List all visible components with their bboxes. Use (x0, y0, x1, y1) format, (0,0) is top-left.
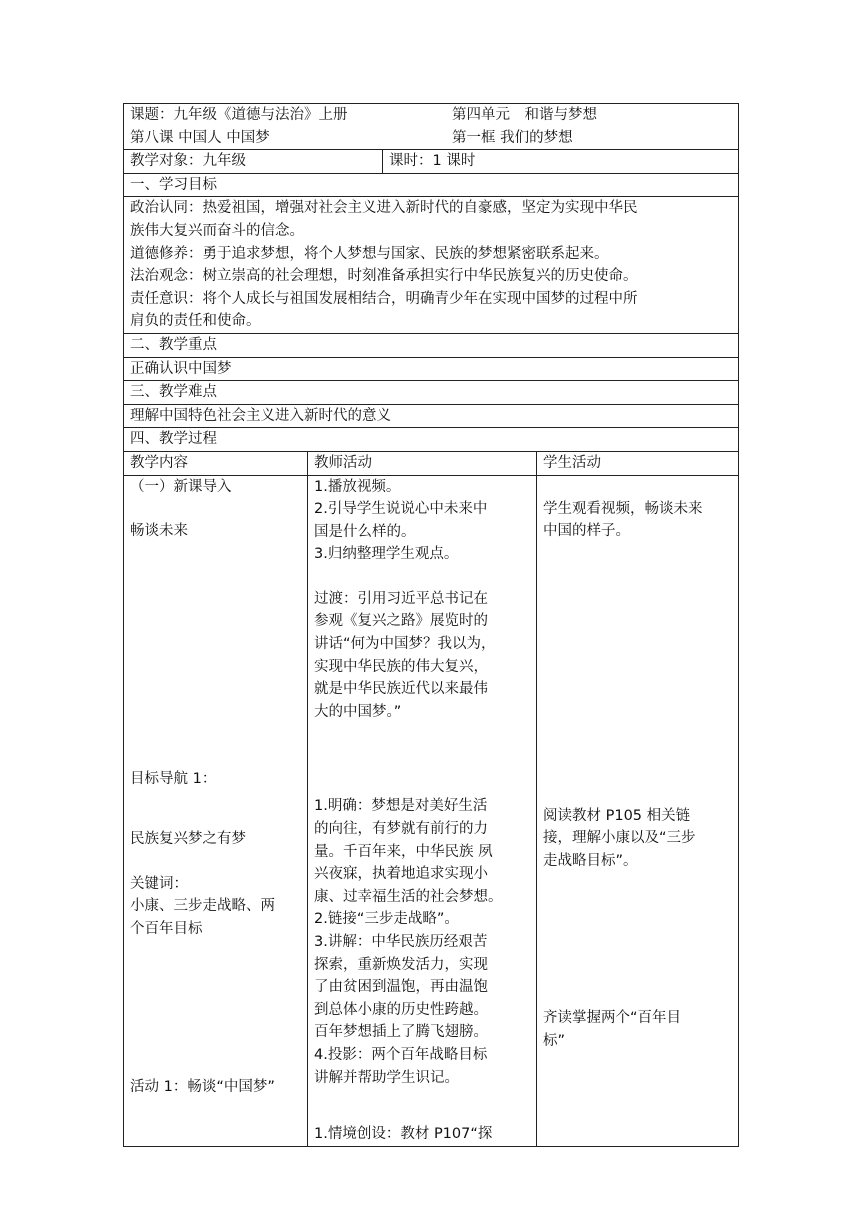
objective-line: 肩负的责任和使命。 (130, 313, 261, 330)
objectives-row (124, 197, 739, 334)
audience-row (124, 150, 739, 174)
objective-line: 政治认同：热爱祖国，增强对社会主义进入新时代的自豪感，坚定为实现中华民 (130, 200, 638, 217)
nav1-sub-label: 民族复兴梦之有梦 (130, 831, 246, 848)
section3-title: 三、教学难点 (124, 381, 739, 405)
intro-sub-label: 畅谈未来 (130, 523, 188, 540)
process-header-row (124, 451, 739, 475)
teacher-line: 探索，重新焕发活力，实现 (314, 956, 488, 973)
section1-title-row (124, 173, 739, 197)
teacher-line: 3.归纳整理学生观点。 (314, 546, 459, 563)
teacher-line: 1.情境创设：教材 P107“探 (314, 1126, 493, 1143)
lesson-plan-table (123, 103, 739, 1147)
teacher-line: 1.播放视频。 (314, 478, 401, 495)
intro-label: （一）新课导入 (130, 478, 232, 495)
objective-line: 责任意识：将个人成长与祖国发展相结合，明确青少年在实现中国梦的过程中所 (130, 290, 638, 307)
section1-title: 一、学习目标 (124, 173, 739, 197)
student-line: 标” (543, 1033, 566, 1050)
teacher-line: 康、过幸福生活的社会梦想。 (314, 888, 503, 905)
teacher-line: 2.链接“三步走战略”。 (314, 911, 459, 928)
lesson-label: 第八课 中国人 中国梦 (130, 129, 270, 146)
student-column (537, 475, 739, 1146)
teacher-line: 参观《复兴之路》展览时的 (314, 613, 488, 630)
activity1-label: 活动 1：畅谈“中国梦” (130, 1078, 275, 1095)
teacher-line: 3.讲解：中华民族历经艰苦 (314, 934, 488, 950)
teacher-line: 就是中华民族近代以来最伟 (314, 681, 488, 698)
teacher-line: 2.引导学生说说心中未来中 (314, 501, 488, 518)
section3-content-row (124, 404, 739, 428)
content-column (124, 475, 308, 1146)
teacher-line: 兴夜寐，执着地追求实现小 (314, 866, 488, 883)
frame-label: 第一框 我们的梦想 (452, 129, 573, 146)
column-header-content: 教学内容 (124, 451, 308, 475)
student-line: 齐读掌握两个“百年目 (543, 1010, 682, 1027)
teacher-line: 量。千百年来，中华民族 夙 (314, 843, 493, 860)
objective-line: 道德修养：勇于追求梦想，将个人梦想与国家、民族的梦想紧密联系起来。 (130, 245, 609, 262)
column-header-student: 学生活动 (537, 451, 739, 475)
objective-line: 族伟大复兴而奋斗的信念。 (130, 222, 304, 239)
teacher-line: 了由贫困到温饱，再由温饱 (314, 979, 488, 996)
student-line: 学生观看视频，畅谈未来 (543, 500, 703, 517)
audience-cell: 教学对象：九年级 (124, 150, 383, 174)
teacher-line: 4.投影：两个百年战略目标 (314, 1046, 488, 1063)
section4-title-row (124, 428, 739, 452)
teacher-line: 实现中华民族的伟大复兴， (314, 658, 488, 675)
teacher-column (308, 475, 537, 1146)
teacher-line: 大的中国梦。” (314, 703, 402, 720)
teacher-line: 过渡：引用习近平总书记在 (314, 590, 488, 607)
header-cell (124, 104, 739, 150)
keywords-label: 关键词： (130, 875, 188, 892)
section2-content-row (124, 357, 739, 381)
student-line: 中国的样子。 (543, 523, 630, 540)
process-body-row (124, 475, 739, 1146)
hours-cell: 课时：1 课时 (383, 150, 739, 174)
student-line: 走战略目标”。 (543, 852, 638, 869)
nav1-label: 目标导航 1： (130, 770, 217, 787)
column-header-teacher: 教师活动 (308, 451, 537, 475)
section2-content: 正确认识中国梦 (124, 357, 739, 381)
teacher-line: 讲话“何为中国梦？我以为， (314, 636, 496, 653)
unit-label: 第四单元 和谐与梦想 (452, 107, 597, 123)
student-line: 接，理解小康以及“三步 (543, 830, 696, 847)
keywords-line: 小康、三步走战略、两 (130, 898, 275, 915)
objective-line: 法治观念：树立崇高的社会理想，时刻准备承担实行中华民族复兴的历史使命。 (130, 268, 638, 285)
teacher-line: 国是什么样的。 (314, 523, 416, 540)
keywords-line: 个百年目标 (130, 921, 203, 938)
section3-title-row (124, 381, 739, 405)
teacher-line: 百年梦想插上了腾飞翅膀。 (314, 1024, 488, 1041)
section2-title-row (124, 333, 739, 357)
objectives-cell (124, 197, 739, 334)
teacher-line: 到总体小康的历史性跨越。 (314, 1001, 488, 1018)
section2-title: 二、教学重点 (124, 333, 739, 357)
section4-title: 四、教学过程 (124, 428, 739, 452)
student-line: 阅读教材 P105 相关链 (543, 807, 691, 824)
teacher-line: 的向往，有梦就有前行的力 (314, 821, 488, 838)
teacher-line: 1.明确：梦想是对美好生活 (314, 798, 488, 815)
teacher-line: 讲解并帮助学生识记。 (314, 1069, 459, 1086)
topic-label: 课题：九年级《道德与法治》上册 (130, 107, 348, 123)
header-row (124, 104, 739, 150)
section3-content: 理解中国特色社会主义进入新时代的意义 (124, 404, 739, 428)
